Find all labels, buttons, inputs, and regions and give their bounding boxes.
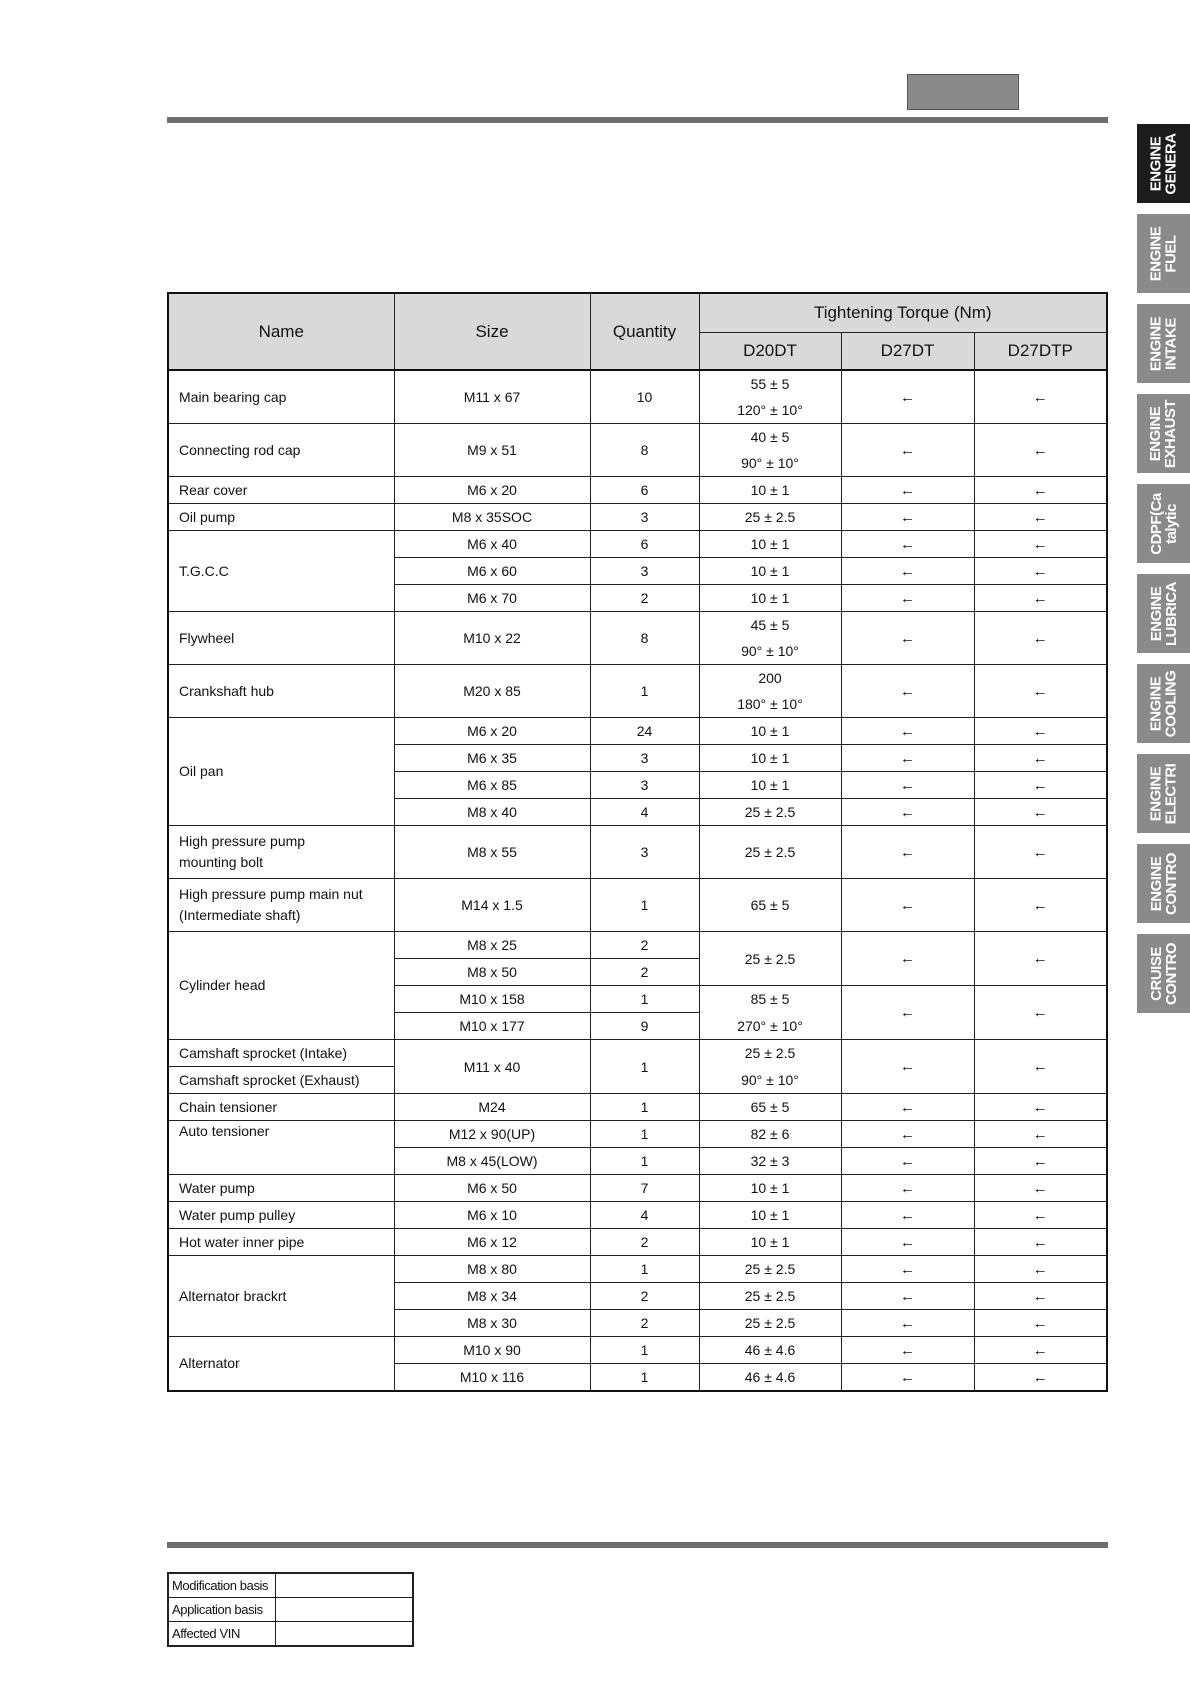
row-name: Water pump (168, 1175, 394, 1202)
row-size: M11 x 40 (394, 1040, 590, 1094)
affected-vin-value (276, 1622, 414, 1647)
same-arrow: ← (974, 612, 1107, 665)
table-row (168, 932, 1107, 959)
row-torque: 82 ± 6 (699, 1121, 841, 1148)
same-arrow: ← (974, 772, 1107, 799)
table-row (168, 1337, 1107, 1364)
table-row (168, 1256, 1107, 1283)
row-qty: 4 (590, 799, 699, 826)
row-qty: 1 (590, 1040, 699, 1094)
same-arrow: ← (841, 1121, 974, 1148)
row-size: M6 x 10 (394, 1202, 590, 1229)
same-arrow: ← (841, 1148, 974, 1175)
tab-cdpf[interactable]: CDPF(Ca talytic (1137, 484, 1190, 563)
row-torque: 25 ± 2.5 (699, 1310, 841, 1337)
row-qty: 3 (590, 558, 699, 585)
table-row (168, 665, 1107, 718)
row-torque: 25 ± 2.5 (699, 932, 841, 986)
same-arrow: ← (974, 558, 1107, 585)
row-name: Alternator brackrt (168, 1256, 394, 1337)
row-qty: 6 (590, 531, 699, 558)
row-torque: 10 ± 1 (699, 1202, 841, 1229)
row-torque: 85 ± 5 270° ± 10° (699, 986, 841, 1040)
table-row (168, 826, 1107, 879)
row-torque: 10 ± 1 (699, 585, 841, 612)
same-arrow: ← (841, 772, 974, 799)
row-name: Crankshaft hub (168, 665, 394, 718)
same-arrow: ← (974, 1094, 1107, 1121)
row-qty: 2 (590, 932, 699, 959)
table-row (168, 531, 1107, 558)
table-row (168, 1040, 1107, 1067)
tab-engine-cooling[interactable]: ENGINE COOLING (1137, 664, 1190, 743)
row-qty: 1 (590, 1094, 699, 1121)
same-arrow: ← (841, 1256, 974, 1283)
table-row (168, 1202, 1107, 1229)
same-arrow: ← (974, 504, 1107, 531)
header-quantity: Quantity (590, 293, 699, 370)
same-arrow: ← (974, 718, 1107, 745)
row-size: M6 x 50 (394, 1175, 590, 1202)
row-name: Alternator (168, 1337, 394, 1392)
row-torque: 10 ± 1 (699, 1229, 841, 1256)
same-arrow: ← (974, 826, 1107, 879)
tab-engine-general[interactable]: ENGINE GENERA (1137, 124, 1190, 203)
same-arrow: ← (974, 745, 1107, 772)
row-size: M9 x 51 (394, 424, 590, 477)
row-name: Oil pump (168, 504, 394, 531)
same-arrow: ← (841, 1094, 974, 1121)
row-qty: 8 (590, 612, 699, 665)
same-arrow: ← (974, 1229, 1107, 1256)
row-name: Water pump pulley (168, 1202, 394, 1229)
row-qty: 1 (590, 665, 699, 718)
row-size: M10 x 158 (394, 986, 590, 1013)
table-row (168, 477, 1107, 504)
row-qty: 6 (590, 477, 699, 504)
row-size: M10 x 22 (394, 612, 590, 665)
row-size: M8 x 30 (394, 1310, 590, 1337)
row-qty: 1 (590, 1121, 699, 1148)
same-arrow: ← (974, 1364, 1107, 1392)
row-size: M8 x 40 (394, 799, 590, 826)
row-size: M12 x 90(UP) (394, 1121, 590, 1148)
row-qty: 3 (590, 772, 699, 799)
same-arrow: ← (841, 1229, 974, 1256)
row-size: M10 x 177 (394, 1013, 590, 1040)
table-row (168, 504, 1107, 531)
same-arrow: ← (974, 1148, 1107, 1175)
tab-engine-control[interactable]: ENGINE CONTRO (1137, 844, 1190, 923)
row-qty: 4 (590, 1202, 699, 1229)
row-torque: 55 ± 5 120° ± 10° (699, 370, 841, 424)
same-arrow: ← (974, 1202, 1107, 1229)
same-arrow: ← (841, 1337, 974, 1364)
row-name: Cylinder head (168, 932, 394, 1040)
same-arrow: ← (974, 986, 1107, 1040)
row-name: Oil pan (168, 718, 394, 826)
header-rule (167, 117, 1108, 123)
same-arrow: ← (974, 1283, 1107, 1310)
row-size: M8 x 55 (394, 826, 590, 879)
row-size: M6 x 20 (394, 477, 590, 504)
row-name: High pressure pump main nut (Intermediate shaft) (168, 879, 394, 932)
row-size: M11 x 67 (394, 370, 590, 424)
application-basis-value (276, 1598, 414, 1622)
same-arrow: ← (841, 531, 974, 558)
modification-basis-value (276, 1573, 414, 1598)
row-name: Rear cover (168, 477, 394, 504)
row-torque: 25 ± 2.5 (699, 1283, 841, 1310)
header-d27dt: D27DT (841, 333, 974, 371)
row-qty: 3 (590, 826, 699, 879)
row-qty: 1 (590, 1364, 699, 1392)
same-arrow: ← (841, 745, 974, 772)
row-torque: 10 ± 1 (699, 558, 841, 585)
table-row (168, 424, 1107, 477)
row-torque: 200 180° ± 10° (699, 665, 841, 718)
header-d27dtp: D27DTP (974, 333, 1107, 371)
same-arrow: ← (974, 665, 1107, 718)
row-qty: 2 (590, 959, 699, 986)
row-size: M6 x 12 (394, 1229, 590, 1256)
same-arrow: ← (974, 370, 1107, 424)
same-arrow: ← (841, 477, 974, 504)
same-arrow: ← (841, 1040, 974, 1094)
row-torque: 40 ± 5 90° ± 10° (699, 424, 841, 477)
same-arrow: ← (974, 1175, 1107, 1202)
same-arrow: ← (841, 1283, 974, 1310)
header-gray-box (907, 74, 1019, 110)
same-arrow: ← (841, 718, 974, 745)
row-name: Chain tensioner (168, 1094, 394, 1121)
same-arrow: ← (841, 1310, 974, 1337)
application-basis-label: Application basis (168, 1598, 276, 1622)
row-qty: 24 (590, 718, 699, 745)
affected-vin-label: Affected VIN (168, 1622, 276, 1647)
row-torque: 65 ± 5 (699, 879, 841, 932)
row-size: M6 x 35 (394, 745, 590, 772)
same-arrow: ← (974, 1310, 1107, 1337)
same-arrow: ← (841, 612, 974, 665)
row-size: M24 (394, 1094, 590, 1121)
row-name: Flywheel (168, 612, 394, 665)
table-row (168, 1229, 1107, 1256)
row-name: Connecting rod cap (168, 424, 394, 477)
modification-basis-label: Modification basis (168, 1573, 276, 1598)
row-torque: 10 ± 1 (699, 1175, 841, 1202)
row-qty: 2 (590, 1283, 699, 1310)
table-row (168, 612, 1107, 665)
same-arrow: ← (841, 879, 974, 932)
table-row (168, 1121, 1107, 1148)
row-size: M8 x 25 (394, 932, 590, 959)
table-row (168, 370, 1107, 424)
row-torque: 65 ± 5 (699, 1094, 841, 1121)
row-qty: 3 (590, 504, 699, 531)
same-arrow: ← (974, 1337, 1107, 1364)
row-name: High pressure pump mounting bolt (168, 826, 394, 879)
row-qty: 7 (590, 1175, 699, 1202)
tab-engine-intake[interactable]: ENGINE INTAKE (1137, 304, 1190, 383)
row-size: M8 x 50 (394, 959, 590, 986)
row-torque: 10 ± 1 (699, 772, 841, 799)
row-size: M8 x 45(LOW) (394, 1148, 590, 1175)
header-torque: Tightening Torque (Nm) (699, 293, 1107, 333)
row-torque: 45 ± 5 90° ± 10° (699, 612, 841, 665)
row-size: M6 x 70 (394, 585, 590, 612)
same-arrow: ← (841, 986, 974, 1040)
row-size: M6 x 85 (394, 772, 590, 799)
table-row (168, 879, 1107, 932)
same-arrow: ← (974, 932, 1107, 986)
row-torque: 25 ± 2.5 (699, 504, 841, 531)
row-torque: 10 ± 1 (699, 531, 841, 558)
row-torque: 25 ± 2.5 (699, 1256, 841, 1283)
header-size: Size (394, 293, 590, 370)
row-torque: 46 ± 4.6 (699, 1364, 841, 1392)
row-name: T.G.C.C (168, 531, 394, 612)
same-arrow: ← (974, 879, 1107, 932)
row-qty: 3 (590, 745, 699, 772)
row-name: Auto tensioner (168, 1121, 394, 1175)
row-size: M10 x 90 (394, 1337, 590, 1364)
row-qty: 1 (590, 1256, 699, 1283)
row-name: Hot water inner pipe (168, 1229, 394, 1256)
row-name: Camshaft sprocket (Exhaust) (168, 1067, 394, 1094)
row-torque: 25 ± 2.5 90° ± 10° (699, 1040, 841, 1094)
row-name: Main bearing cap (168, 370, 394, 424)
footer-rule (167, 1542, 1108, 1548)
same-arrow: ← (841, 558, 974, 585)
same-arrow: ← (974, 585, 1107, 612)
same-arrow: ← (974, 531, 1107, 558)
tab-engine-fuel[interactable]: ENGINE FUEL (1137, 214, 1190, 293)
row-qty: 9 (590, 1013, 699, 1040)
tightening-torque-table (167, 292, 1108, 1392)
row-size: M8 x 34 (394, 1283, 590, 1310)
row-size: M10 x 116 (394, 1364, 590, 1392)
row-size: M8 x 80 (394, 1256, 590, 1283)
row-size: M8 x 35SOC (394, 504, 590, 531)
same-arrow: ← (841, 932, 974, 986)
row-torque: 10 ± 1 (699, 718, 841, 745)
same-arrow: ← (974, 1040, 1107, 1094)
same-arrow: ← (974, 1121, 1107, 1148)
tab-engine-exhaust[interactable]: ENGINE EXHAUST (1137, 394, 1190, 473)
row-size: M20 x 85 (394, 665, 590, 718)
row-name: Camshaft sprocket (Intake) (168, 1040, 394, 1067)
row-torque: 10 ± 1 (699, 477, 841, 504)
same-arrow: ← (841, 585, 974, 612)
row-qty: 1 (590, 1148, 699, 1175)
table-row (168, 1175, 1107, 1202)
same-arrow: ← (974, 799, 1107, 826)
same-arrow: ← (841, 370, 974, 424)
row-torque: 32 ± 3 (699, 1148, 841, 1175)
same-arrow: ← (841, 424, 974, 477)
tab-engine-electrical[interactable]: ENGINE ELECTRI (1137, 754, 1190, 833)
same-arrow: ← (841, 826, 974, 879)
same-arrow: ← (974, 1256, 1107, 1283)
row-size: M6 x 40 (394, 531, 590, 558)
row-torque: 10 ± 1 (699, 745, 841, 772)
same-arrow: ← (841, 665, 974, 718)
table-row (168, 718, 1107, 745)
tab-cruise-control[interactable]: CRUISE CONTRO (1137, 934, 1190, 1013)
row-torque: 46 ± 4.6 (699, 1337, 841, 1364)
header-d20dt: D20DT (699, 333, 841, 371)
row-qty: 8 (590, 424, 699, 477)
table-row (168, 1094, 1107, 1121)
same-arrow: ← (974, 424, 1107, 477)
row-size: M14 x 1.5 (394, 879, 590, 932)
same-arrow: ← (841, 799, 974, 826)
same-arrow: ← (841, 504, 974, 531)
modification-table (167, 1572, 414, 1647)
row-qty: 2 (590, 1229, 699, 1256)
header-name: Name (168, 293, 394, 370)
row-qty: 2 (590, 585, 699, 612)
same-arrow: ← (841, 1364, 974, 1392)
row-qty: 1 (590, 1337, 699, 1364)
same-arrow: ← (841, 1175, 974, 1202)
row-torque: 25 ± 2.5 (699, 799, 841, 826)
row-qty: 1 (590, 986, 699, 1013)
row-qty: 10 (590, 370, 699, 424)
row-qty: 1 (590, 879, 699, 932)
row-torque: 25 ± 2.5 (699, 826, 841, 879)
same-arrow: ← (841, 1202, 974, 1229)
row-qty: 2 (590, 1310, 699, 1337)
row-size: M6 x 60 (394, 558, 590, 585)
same-arrow: ← (974, 477, 1107, 504)
row-size: M6 x 20 (394, 718, 590, 745)
tab-engine-lubrication[interactable]: ENGINE LUBRICA (1137, 574, 1190, 653)
